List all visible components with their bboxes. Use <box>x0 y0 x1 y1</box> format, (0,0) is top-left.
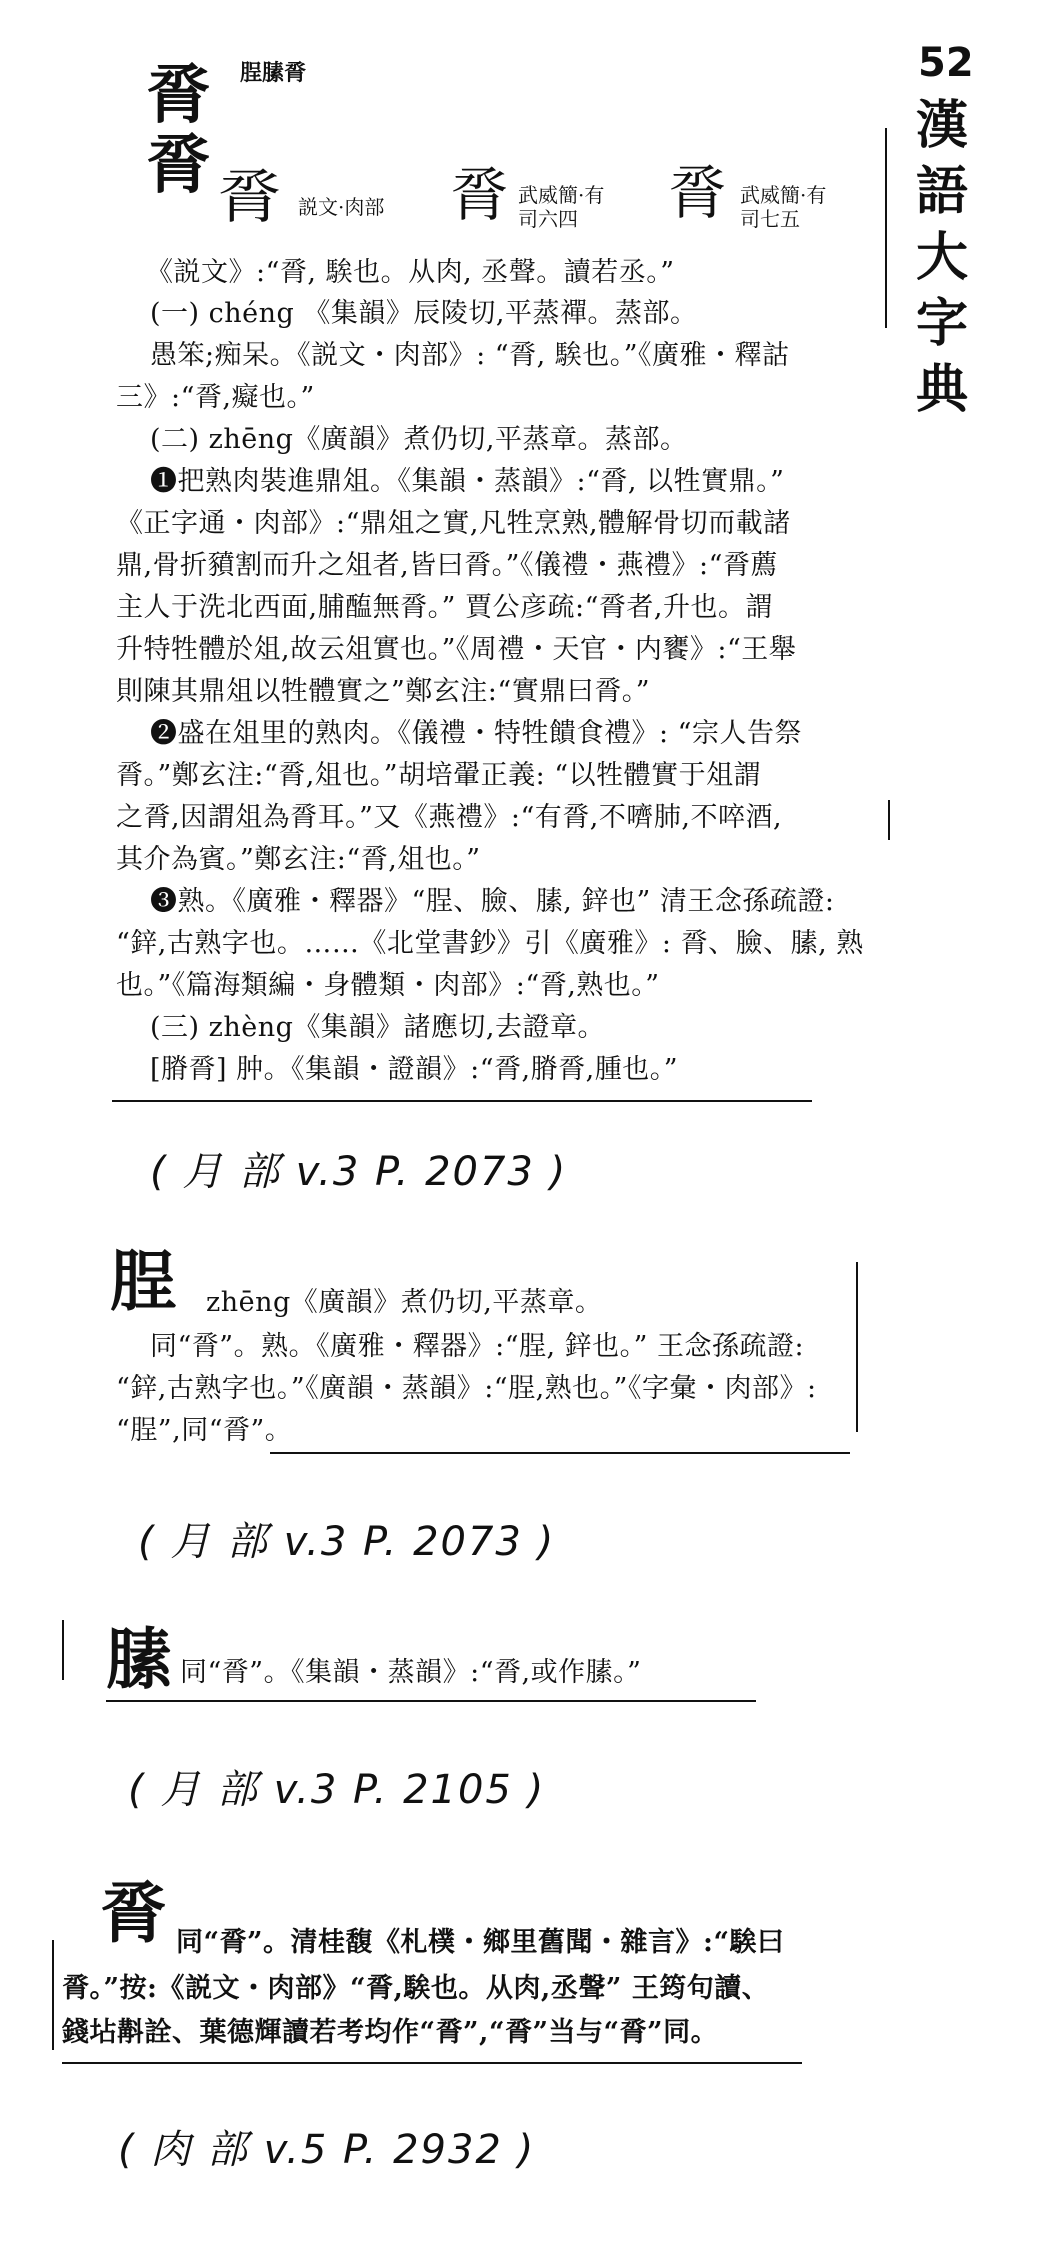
entry3-bottom-rule <box>106 1700 756 1702</box>
bamboo-glyph-1: 脀 <box>450 161 509 229</box>
entry1-line-10: 升特牲體於俎,故云俎實也。”《周禮・天官・内饔》:“王舉 <box>116 634 797 665</box>
entry1-line-9: 主人于洗北西面,脯醢無脀。” 賈公彦疏:“脀者,升也。謂 <box>116 592 773 623</box>
entry1-line-2: (一) chéng 《集韻》辰陵切,平蒸禪。蒸部。 <box>150 298 698 329</box>
entry1-line-3: 愚笨;痴呆。《説文・肉部》: “脀, 騃也。”《廣雅・釋詁 <box>150 340 790 371</box>
entry1-line-11: 則陳其鼎俎以牲體實之”鄭玄注:“實鼎曰脀。” <box>116 676 651 707</box>
entry4-headchar: 脀 <box>100 1874 166 1952</box>
entry4-line-2: 脀。”按:《説文・肉部》“脀,騃也。从肉,丞聲” 王筠句讀、 <box>62 1973 770 2004</box>
entry4-line-1: 同“脀”。清桂馥《札樸・鄉里舊聞・雜言》:“騃曰 <box>176 1927 785 1958</box>
dictionary-title-char-5: 典 <box>915 359 968 420</box>
entry1-line-4: 三》:“脀,癡也。” <box>116 382 315 413</box>
bamboo-label-2b: 司七五 <box>740 207 800 231</box>
bamboo-glyph-2: 脀 <box>668 159 727 227</box>
dictionary-title-char-3: 大 <box>915 227 968 288</box>
entry1-line-13: 脀。”鄭玄注:“脀,俎也。”胡培翬正義: “以牲體實于俎謂 <box>116 760 762 791</box>
entry1-line-17: “鋅,古熟字也。……《北堂書鈔》引《廣雅》: 脀、臉、膆, 熟 <box>116 928 864 959</box>
entry1-handwritten-note: ( 月 部 v.3 P. 2073 ) <box>150 1149 568 1195</box>
entry2-headchar: 脭 <box>110 1242 176 1320</box>
entry2-bottom-rule <box>270 1452 850 1454</box>
entry2-line-3: “鋅,古熟字也。”《廣韻・蒸韻》:“脭,熟也。”《字彙・肉部》: <box>116 1373 817 1404</box>
bamboo-label-2a: 武威簡·有 <box>740 183 827 207</box>
bamboo-label-1a: 武威簡·有 <box>518 183 605 207</box>
dictionary-title-char-1: 漢 <box>915 95 968 156</box>
entry4-handwritten-note: ( 肉 部 v.5 P. 2932 ) <box>118 2127 536 2173</box>
entry4-left-bar <box>52 1940 54 2050</box>
seal-script-glyph: 脀 <box>217 163 281 231</box>
entry1-line-14: 之脀,因謂俎為脀耳。”又《燕禮》:“有脀,不嚌肺,不啐酒, <box>116 802 783 833</box>
entry1-line-18: 也。”《篇海類編・身體類・肉部》:“脀,熟也。” <box>116 970 660 1001</box>
entry2-right-bar <box>856 1262 858 1432</box>
entry1-bottom-rule <box>112 1100 812 1102</box>
dictionary-title-char-4: 字 <box>915 293 968 354</box>
sidebar-divider <box>885 128 887 328</box>
entry1-line-6: ❶把熟肉裝進鼎俎。《集韻・蒸韻》:“脀, 以牲實鼎。” <box>150 466 785 497</box>
entry4-line-3: 錢坫斠詮、葉德輝讀若考均作“脀”,“脀”当与“脀”同。 <box>62 2017 719 2048</box>
entry2-handwritten-note: ( 月 部 v.3 P. 2073 ) <box>138 1519 556 1565</box>
entry4-bottom-rule <box>62 2062 802 2064</box>
entry2-line-4: “脭”,同“脀”。 <box>116 1415 293 1446</box>
seal-source-label: 説文·肉部 <box>298 195 385 219</box>
entry3-handwritten-note: ( 月 部 v.3 P. 2105 ) <box>128 1767 546 1813</box>
entry1-margin-mark <box>888 800 890 840</box>
entry1-line-1: 《説文》:“脀, 騃也。从肉, 丞聲。讀若丞。” <box>146 257 675 288</box>
entry1-line-16: ❸熟。《廣雅・釋器》“脭、臉、膆, 鋅也” 清王念孫疏證: <box>150 886 835 917</box>
entry1-line-8: 鼎,骨折豶割而升之俎者,皆曰脀。”《儀禮・燕禮》:“脀薦 <box>116 550 778 581</box>
entry1-line-20: [膌脀] 肿。《集韻・證韻》:“脀,膌脀,腫也。” <box>150 1054 679 1085</box>
dictionary-title-char-2: 語 <box>915 161 968 222</box>
entry3-headchar: 膆 <box>106 1620 172 1698</box>
entry1-line-19: (三) zhèng《集韻》諸應切,去證章。 <box>150 1012 605 1043</box>
entry1-line-15: 其介為賓。”鄭玄注:“脀,俎也。” <box>116 844 481 875</box>
entry3-line-1: 同“脀”。《集韻・蒸韻》:“脀,或作膆。” <box>180 1657 642 1688</box>
entry1-headchar: 脀 <box>146 58 210 133</box>
entry1-variant-char: 脀 <box>146 128 210 203</box>
bamboo-label-1b: 司六四 <box>518 207 578 231</box>
entry2-line-1: zhēng《廣韻》煮仍切,平蒸章。 <box>206 1287 603 1318</box>
entry2-line-2: 同“脀”。熟。《廣雅・釋器》:“脭, 鋅也。” 王念孫疏證: <box>150 1331 805 1362</box>
entry1-variants-label: 脭膆脀 <box>240 60 307 86</box>
entry1-line-7: 《正字通・肉部》:“鼎俎之實,凡牲烹熟,體解骨切而載諸 <box>116 508 791 539</box>
entry3-left-bar <box>62 1620 64 1680</box>
volume-number: 52 <box>918 40 974 86</box>
entry1-line-12: ❷盛在俎里的熟肉。《儀禮・特牲饋食禮》: “宗人告祭 <box>150 718 802 749</box>
entry1-line-5: (二) zhēng《廣韻》煮仍切,平蒸章。蒸部。 <box>150 424 688 455</box>
